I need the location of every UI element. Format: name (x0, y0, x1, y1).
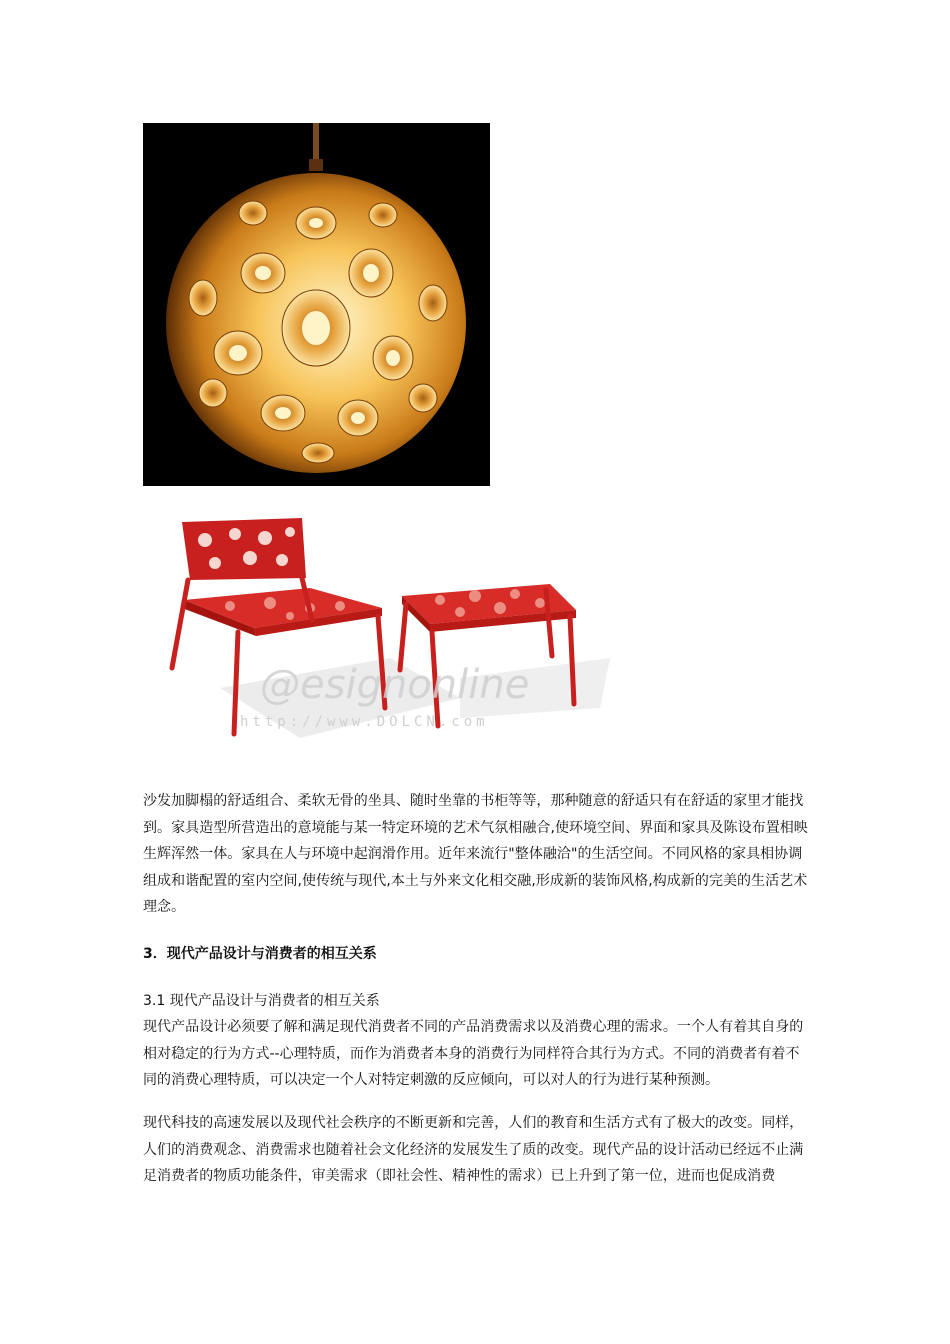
watermark-logo: @esignonline (260, 662, 530, 708)
watermark-url: http://www.DOLCN.com (240, 714, 489, 730)
section-heading: 3．现代产品设计与消费者的相互关系 (143, 946, 377, 962)
paragraph-consumer-needs: 现代产品设计必须要了解和满足现代消费者不同的产品消费需求以及消费心理的需求。一个人有着其自身的相对稳定的行为方式--心理特质，而作为消费者本身的消费行为同样符合其行为方式。不同的消费者有着不同的消费心理特质，可以决定一个人对特定刺激的反应倾向，可以对人的行为进行某种预测。 (143, 1019, 804, 1088)
lamp-photo (143, 123, 490, 486)
paragraph-modern-technology: 现代科技的高速发展以及现代社会秩序的不断更新和完善，人们的教育和生活方式有了极大的改变。同样，人们的消费观念、消费需求也随着社会文化经济的发展发生了质的改变。现代产品的设计活动已经远不止满足消费者的物质功能条件，审美需求（即社会性、精神性的需求）已上升到了第一位，进而也促成消费 (143, 1115, 804, 1184)
paragraph-furniture-comfort: 沙发加脚榻的舒适组合、柔软无骨的坐具、随时坐靠的书柜等等，那种随意的舒适只有在舒适的家里才能找到。家具造型所营造出的意境能与某一特定环境的艺术气氛相融合,使环境空间、界面和家具及陈设布置相映生辉浑然一体。家具在人与环境中起润滑作用。近年来流行"整体融洽"的生活空间。不同风格的家具相协调组成和谐配置的室内空间,使传统与现代,本土与外来文化相交融,形成新的装饰风格,构成新的完美的生活艺术理念。 (143, 793, 808, 915)
subsection-heading: 3.1 现代产品设计与消费者的相互关系 (143, 993, 380, 1009)
furniture-photo (160, 508, 630, 750)
